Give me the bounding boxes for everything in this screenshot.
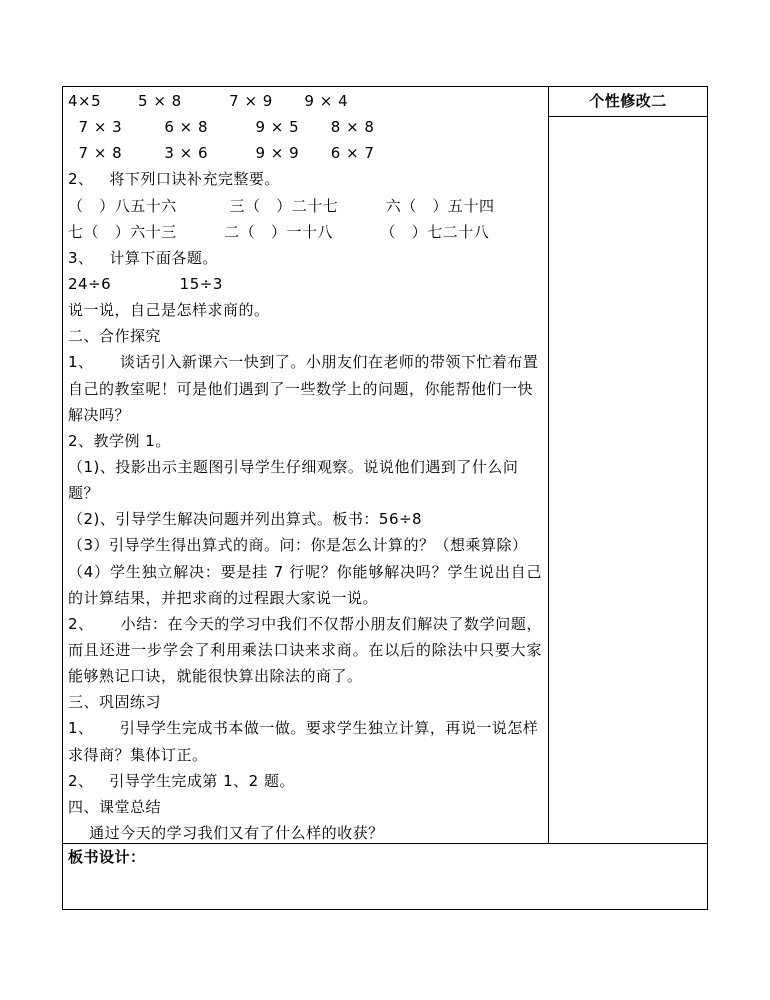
- content-line-summary-2: 而且还进一步学会了利用乘法口诀来求商。在以后的除法中只要大家: [68, 640, 542, 659]
- content-line-fill-formula-heading: 2、 将下列口诀补充完整要。: [68, 170, 280, 189]
- content-line-step-4b: 的计算结果，并把求商的过程跟大家说一说。: [68, 588, 379, 607]
- content-line-oral-practice-3: 7 × 8 3 × 6 9 × 9 6 × 7: [68, 144, 375, 163]
- content-line-summary-3: 能够熟记口诀，就能很快算出除法的商了。: [68, 667, 363, 686]
- content-line-practice-1b: 求得商？集体订正。: [68, 745, 208, 764]
- content-line-intro-2: 自己的教室呢！可是他们遇到了一些数学上的问题，你能帮他们一快: [68, 379, 534, 398]
- content-line-step-3: （3）引导学生得出算式的商。问：你是怎么计算的？（想乘算除）: [68, 536, 528, 555]
- content-line-practice-2: 2、 引导学生完成第 1、2 题。: [68, 771, 295, 790]
- content-line-calc-heading: 3、 计算下面各题。: [68, 248, 218, 267]
- board-design-cell: [63, 844, 707, 909]
- content-line-fill-formula-2: 七（ ）六十三 二（ ）一十八 （ ）七二十八: [68, 222, 490, 241]
- revision-column-header: 个性修改二: [589, 92, 667, 110]
- content-line-calc-problems: 24÷6 15÷3: [68, 274, 223, 293]
- content-line-explain: 说一说，自己是怎样求商的。: [68, 301, 270, 320]
- content-line-example: 2、教学例 1。: [68, 431, 171, 450]
- content-line-fill-formula-1: （ ）八五十六 三（ ）二十七 六（ ）五十四: [68, 196, 495, 215]
- content-line-step-2: （2)、引导学生解决问题并列出算式。板书：56÷8: [68, 510, 423, 529]
- lesson-content-cell: [63, 87, 548, 843]
- content-line-practice-1a: 1、 引导学生完成书本做一做。要求学生独立计算，再说一说怎样: [68, 719, 539, 738]
- section-heading-cooperative: 二、合作探究: [68, 327, 162, 346]
- revision-notes-cell: [549, 117, 707, 843]
- section-heading-practice: 三、巩固练习: [68, 693, 162, 712]
- lesson-plan-table: [62, 86, 708, 910]
- content-line-intro-1: 1、 谈话引入新课六一快到了。小朋友们在老师的带领下忙着布置: [68, 353, 539, 372]
- content-line-closing: 通过今天的学习我们又有了什么样的收获？: [68, 823, 384, 842]
- content-line-intro-3: 解决吗？: [68, 405, 131, 424]
- content-line-step-4a: （4）学生独立解决：要是挂 7 行呢？你能够解决吗？学生说出自己: [68, 562, 542, 581]
- board-design-label: 板书设计：: [68, 848, 146, 866]
- content-line-step-1a: （1)、投影出示主题图引导学生仔细观察。说说他们遇到了什么问: [68, 457, 519, 476]
- section-heading-summary: 四、课堂总结: [68, 797, 162, 816]
- content-line-oral-practice-1: 4×5 5 × 8 7 × 9 9 × 4: [68, 92, 349, 110]
- content-line-step-1b: 题？: [68, 484, 100, 503]
- content-line-oral-practice-2: 7 × 3 6 × 8 9 × 5 8 × 8: [68, 118, 375, 137]
- content-line-summary-1: 2、 小结：在今天的学习中我们不仅帮小朋友们解决了数学问题，: [68, 614, 542, 633]
